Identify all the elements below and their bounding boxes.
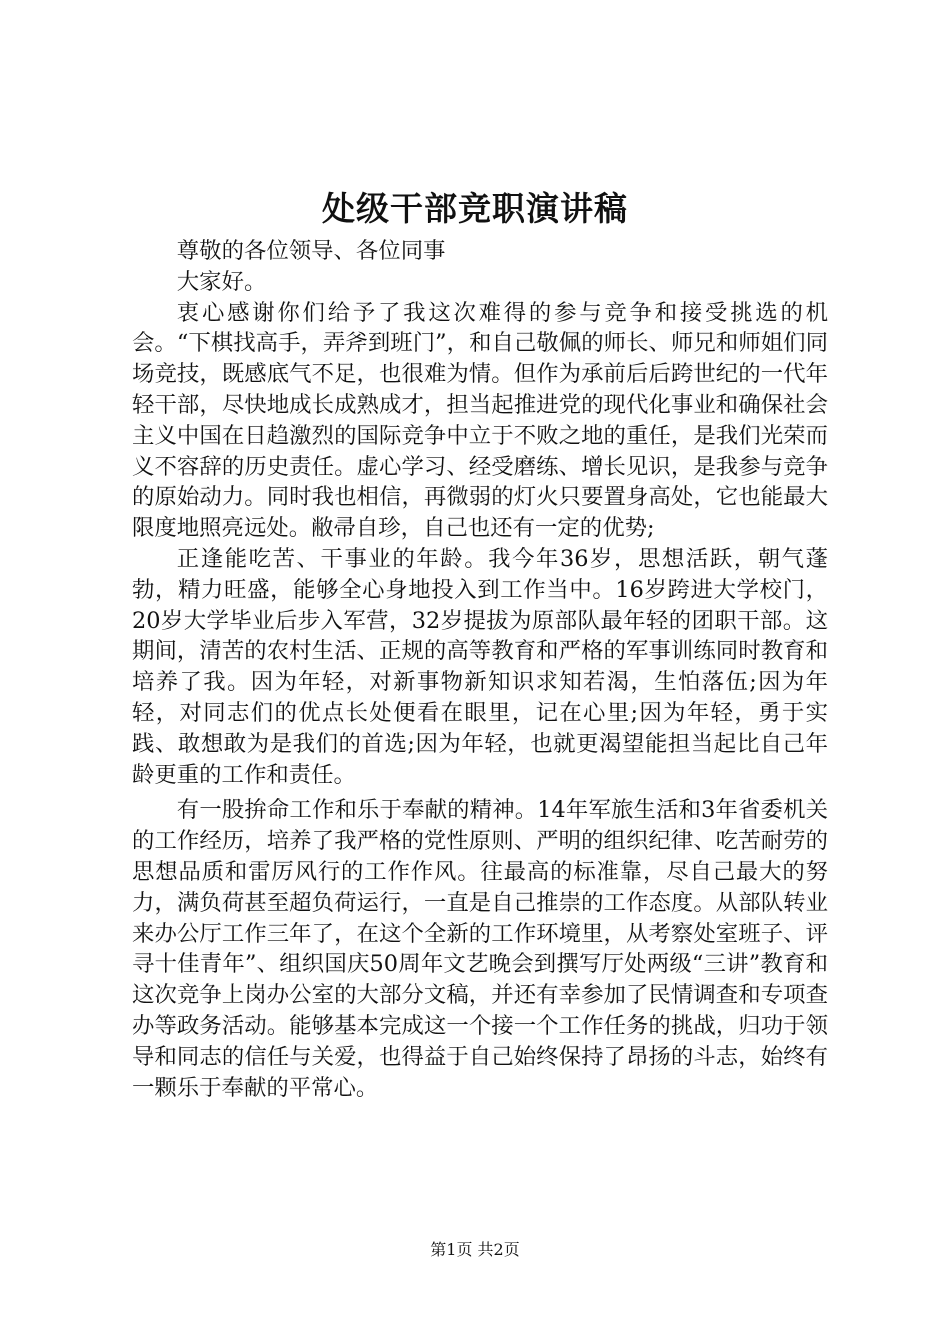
document-body	[132, 236, 828, 1103]
greeting: 大家好。	[176, 268, 267, 295]
paragraph-1: 衷心感谢你们给予了我这次难得的参与竞争和接受挑选的机会。“下棋找高手，弄斧到班门”，和自己敬佩的师长、师兄和师姐们同场竞技，既感底气不足，也很难为情。但作为承前后后跨世纪的一代年轻干部，尽快地成长成熟成才，担当起推进党的现代化事业和确保社会主义中国在日趋激烈的国际竞争中立于不败之地的重任，是我们光荣而义不容辞的历史责任。虚心学习、经受磨练、增长见识，是我参与竞争的原始动力。同时我也相信，再微弱的灯火只要置身高处，它也能最大限度地照亮远处。敝帚自珍，自己也还有一定的优势;	[132, 299, 828, 542]
document-title: 处级干部竞职演讲稿	[322, 189, 628, 228]
paragraph-3: 有一股拚命工作和乐于奉献的精神。14年军旅生活和3年省委机关的工作经历，培养了我严格的党性原则、严明的组织纪律、吃苦耐劳的思想品质和雷厉风行的工作作风。往最高的标准靠，尽自己最大的努力，满负荷甚至超负荷运行，一直是自己推崇的工作态度。从部队转业来办公厅工作三年了，在这个全新的工作环境里，从考察处室班子、评寻十佳青年”、组织国庆50周年文艺晚会到撰写厅处两级“三讲”教育和这次竞争上岗办公室的大部分文稿，并还有幸参加了民情调查和专项查办等政务活动。能够基本完成这一个接一个工作任务的挑战，归功于领导和同志的信任与关爱，也得益于自己始终保持了昂扬的斗志，始终有一颗乐于奉献的平常心。	[132, 797, 828, 1101]
page-indicator: 第1页 共2页	[430, 1240, 520, 1259]
salutation: 尊敬的各位领导、各位同事	[176, 238, 446, 264]
paragraph-2: 正逢能吃苦、干事业的年龄。我今年36岁，思想活跃，朝气蓬勃，精力旺盛，能够全心身地投入到工作当中。16岁跨进大学校门，20岁大学毕业后步入军营，32岁提拔为原部队最年轻的团职干部。这期间，清苦的农村生活、正规的高等教育和严格的军事训练同时教育和培养了我。因为年轻，对新事物新知识求知若渴，生怕落伍;因为年轻，对同志们的优点长处便看在眼里，记在心里;因为年轻，勇于实践、敢想敢为是我们的首选;因为年轻，也就更渴望能担当起比自己年龄更重的工作和责任。	[132, 545, 828, 788]
